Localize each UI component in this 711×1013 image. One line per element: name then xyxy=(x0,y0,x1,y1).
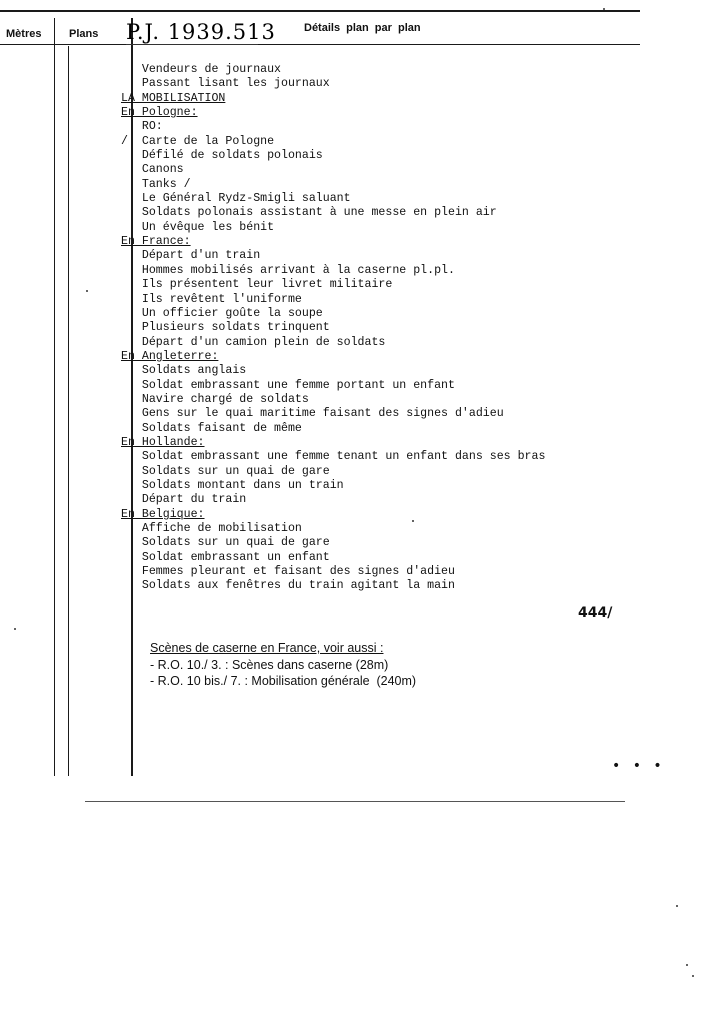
see-also-reference-2: - R.O. 10 bis./ 7. : Mobilisation générale (240m) xyxy=(150,674,417,688)
shot-line: Vendeurs de journaux xyxy=(121,63,282,76)
scan-speck xyxy=(412,520,414,522)
continuation-dots: • • • xyxy=(612,758,666,774)
section-heading: En France: xyxy=(121,235,191,249)
shot-line: Affiche de mobilisation xyxy=(121,522,302,535)
section-heading: En Angleterre: xyxy=(121,349,219,363)
shot-line: Femmes pleurant et faisant des signes d'adieu xyxy=(121,565,455,579)
column-divider-plans xyxy=(68,46,69,776)
shot-line: Navire chargé de soldats xyxy=(121,392,309,406)
shot-line: Passant lisant les journaux xyxy=(121,77,330,91)
top-rule xyxy=(0,10,640,12)
section-heading: En Hollande: xyxy=(121,435,205,449)
shot-line: Canons xyxy=(121,163,184,177)
section-heading: En Pologne: xyxy=(121,106,198,120)
plans-column-header: Plans xyxy=(69,28,99,40)
details-column-header: Détails plan par plan xyxy=(304,22,421,34)
shot-line: Soldats anglais xyxy=(121,364,247,378)
shot-line: Gens sur le quai maritime faisant des signes d'adieu xyxy=(121,407,504,421)
reference-underline xyxy=(126,44,258,45)
end-mark: 444/ xyxy=(578,605,613,621)
scan-speck xyxy=(692,975,694,977)
scan-speck xyxy=(686,964,688,966)
shot-line: Le Général Rydz-Smigli saluant xyxy=(121,192,351,206)
shot-line: Soldat embrassant une femme portant un enfant xyxy=(121,378,455,392)
shot-list xyxy=(121,63,545,594)
section-heading: En Belgique: xyxy=(121,507,205,521)
column-divider-metres xyxy=(54,18,55,776)
section-heading: LA MOBILISATION xyxy=(121,91,226,105)
shot-line: Soldats aux fenêtres du train agitant la main xyxy=(121,579,455,593)
shot-line: Soldat embrassant un enfant xyxy=(121,550,330,564)
shot-line: / Carte de la Pologne xyxy=(121,134,275,148)
see-also-title: Scènes de caserne en France, voir aussi : xyxy=(150,641,384,655)
reference-number: P.J. 1939.513 xyxy=(126,20,276,44)
shot-line: Un évêque les bénit xyxy=(121,220,275,234)
shot-line: Défilé de soldats polonais xyxy=(121,149,323,163)
shot-line: Ils revêtent l'uniforme xyxy=(121,292,302,306)
shot-line: Départ d'un camion plein de soldats xyxy=(121,335,386,349)
scan-speck xyxy=(86,290,88,292)
shot-line: Départ du train xyxy=(121,493,247,507)
shot-line: Soldats sur un quai de gare xyxy=(121,536,330,550)
shot-line: Soldats sur un quai de gare xyxy=(121,464,330,478)
shot-line: Tanks / xyxy=(121,177,191,191)
shot-line: Plusieurs soldats trinquent xyxy=(121,321,330,335)
shot-line: Soldat embrassant une femme tenant un enfant dans ses bras xyxy=(121,450,546,464)
header-bottom-rule xyxy=(0,44,640,45)
shot-line: Ils présentent leur livret militaire xyxy=(121,278,393,292)
shot-line: Départ d'un train xyxy=(121,249,261,263)
shot-line: Soldats faisant de même xyxy=(121,421,302,435)
scan-speck xyxy=(14,628,16,630)
scan-speck xyxy=(603,8,605,10)
shot-line: Soldats montant dans un train xyxy=(121,478,344,492)
shot-line: Hommes mobilisés arrivant à la caserne pl.pl. xyxy=(121,263,455,277)
metres-column-header: Mètres xyxy=(6,28,42,40)
footer-rule xyxy=(85,801,625,802)
shot-line: Soldats polonais assistant à une messe en plein air xyxy=(121,206,497,220)
scan-speck xyxy=(676,905,678,907)
shot-line: Un officier goûte la soupe xyxy=(121,306,323,320)
shot-line: RO: xyxy=(121,120,163,134)
see-also-reference-1: - R.O. 10./ 3. : Scènes dans caserne (28m) xyxy=(150,658,389,672)
